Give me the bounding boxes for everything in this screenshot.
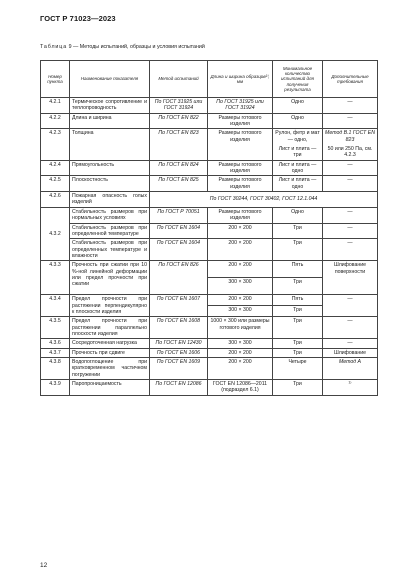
row-size: 200 × 200 [208, 295, 273, 306]
header-cell-count: Минимальное количество испытаний для получения результата [273, 61, 323, 98]
row-number: 4.3.5 [41, 317, 70, 339]
caption-number: 9 [68, 44, 72, 50]
row-count: Одно [273, 98, 323, 114]
row-name: Предел прочности при растяжении параллельно плоскости изделия [70, 317, 150, 339]
row-size: 200 × 200 [208, 223, 273, 239]
row-count: Три [273, 239, 323, 261]
row-count: Три [273, 380, 323, 396]
row-count: Три [273, 223, 323, 239]
row-size: Размеры готового изделия [208, 176, 273, 192]
row-name: Водопоглощение при кратковременном частичном погружении [70, 357, 150, 379]
row-count: Три [273, 339, 323, 348]
row-name: Паропроницаемость [70, 380, 150, 396]
caption-lead: Таблица [40, 44, 68, 50]
row-extra: — [323, 339, 378, 348]
row-name: Толщина [70, 129, 150, 160]
row-size: 1000 × 300 или размеры готового изделия [208, 317, 273, 339]
table-row [41, 113, 378, 129]
row-extra: — [323, 223, 378, 239]
table-row [41, 339, 378, 348]
table-row [41, 261, 378, 278]
row-size: 200 × 200 [208, 348, 273, 357]
row-size: Размеры готового изделия [208, 207, 273, 223]
table-caption [40, 44, 205, 50]
row-extra: Шлифование поверхности [323, 261, 378, 295]
row-method: По ГОСТ Р 70051 [157, 208, 200, 215]
row-count: Три [273, 317, 323, 339]
row-size: 300 × 300 [208, 278, 273, 295]
row-name: Стабильность размеров при определенной температуре [70, 223, 150, 239]
row-number: 4.2.6 [41, 192, 70, 208]
row-size: 200 × 200 [208, 239, 273, 261]
table-row [41, 223, 378, 239]
row-name: Прямоугольность [70, 160, 150, 176]
table-row [41, 348, 378, 357]
row-number: 4.3.8 [41, 357, 70, 379]
row-size: Размеры готового изделия [208, 129, 273, 160]
row-method: По ГОСТ EN 12086 [155, 381, 202, 387]
row-count: Лист и плита — одно [273, 160, 323, 176]
row-method: По ГОСТ EN 823 [158, 130, 199, 137]
table-row [41, 380, 378, 396]
row-number: 4.3.6 [41, 339, 70, 348]
row-count: Лист и плита — одно [273, 176, 323, 192]
row-number: 4.3.4 [41, 295, 70, 317]
row-size: ГОСТ EN 12086—2011 (подраздел 6.1) [208, 380, 273, 396]
table-header-row [41, 61, 378, 98]
row-method: По ГОСТ EN 825 [158, 177, 199, 184]
row-number: 4.3.7 [41, 348, 70, 357]
row-extra: Метод А [338, 358, 362, 365]
row-size: Размеры готового изделия [208, 160, 273, 176]
row-extra: Шлифование [323, 348, 378, 357]
row-count: Четыре [273, 357, 323, 379]
table-row [41, 239, 378, 261]
row-name: Длина и ширина [70, 113, 150, 129]
header-cell-name: Наименование показателя [70, 61, 150, 98]
row-extra-method: Метод В.1 ГОСТ EN 823 [325, 130, 375, 143]
row-method: По ГОСТ EN 1604 [156, 224, 201, 231]
table-row [41, 192, 378, 208]
row-size: 300 × 300 [208, 339, 273, 348]
row-size: 200 × 200 [208, 261, 273, 278]
row-size: Размеры готового изделия [208, 113, 273, 129]
row-method: По ГОСТ EN 12430 [155, 340, 202, 347]
row-extra: — [323, 239, 378, 261]
row-name: Стабильность размеров при нормальных условиях [70, 207, 150, 223]
row-number: 4.2.3 [41, 129, 70, 160]
row-method: По ГОСТ EN 1608 [156, 318, 201, 325]
row-number: 4.3.2 [41, 207, 70, 260]
table-row [41, 207, 378, 223]
row-method: По ГОСТ EN 1609 [156, 358, 201, 365]
row-extra: — [323, 207, 378, 223]
row-number: 4.3.3 [41, 261, 70, 295]
caption-title: — Методы испытаний, образцы и условия испытаний [73, 44, 205, 50]
row-method: По ГОСТ 31925 или ГОСТ 31924 [154, 99, 203, 112]
row-count: Одно [273, 207, 323, 223]
table-row [41, 176, 378, 192]
table-row [41, 129, 378, 160]
row-count: Пять [273, 261, 323, 278]
row-method: По ГОСТ EN 1604 [156, 240, 201, 247]
row-name: Предел прочности при растяжении перпендикулярно к плоскости изделия [70, 295, 150, 317]
row-method: По ГОСТ EN 1606 [156, 349, 201, 356]
row-count-sheet: Лист и плита — три [278, 146, 317, 159]
table-row [41, 357, 378, 379]
row-name: Пожарная опасность голых изделий [70, 192, 150, 208]
row-count-roll: Рулон, фетр и мат — одно, [275, 130, 320, 143]
table-row [41, 317, 378, 339]
row-number: 4.2.5 [41, 176, 70, 192]
row-extra: — [323, 176, 378, 192]
row-count: Одно [273, 113, 323, 129]
row-name: Стабильность размеров при определенных температуре и влажности [70, 239, 150, 261]
row-number: 4.2.4 [41, 160, 70, 176]
row-count: Три [273, 306, 323, 317]
header-cell-extra: Дополнительные требования [323, 61, 378, 98]
header-cell-size: Длина и ширина образцов²⁾, мм [208, 61, 273, 98]
row-number: 4.3.9 [41, 380, 70, 396]
header-cell-number: Номер пункта [41, 61, 70, 98]
row-extra: — [323, 160, 378, 176]
row-count: Пять [273, 295, 323, 306]
row-name: Прочность при сдвиге [70, 348, 150, 357]
row-size: По ГОСТ 31925 или ГОСТ 31924 [216, 99, 264, 112]
row-name: Плоскостность [70, 176, 150, 192]
row-method: По ГОСТ EN 822 [158, 114, 199, 121]
table-row [41, 98, 378, 114]
row-extra: — [323, 317, 378, 339]
row-name: Сосредоточенная нагрузка [70, 339, 150, 348]
row-extra-load: 50 или 250 Па, см. 4.2.3 [327, 146, 373, 159]
row-size: 200 × 200 [208, 357, 273, 379]
row-method-span: По ГОСТ 30244, ГОСТ 30402, ГОСТ 12.1.044 [209, 196, 318, 203]
page-number: 12 [40, 562, 48, 569]
methods-table [40, 60, 378, 396]
header-cell-method: Метод испытаний [150, 61, 208, 98]
table-row [41, 160, 378, 176]
row-method: По ГОСТ EN 1607 [156, 296, 201, 303]
row-number: 4.2.1 [41, 98, 70, 114]
row-number: 4.2.2 [41, 113, 70, 129]
row-name: Прочность при сжатии при 10 %-ной линейной деформации или предел прочности при сжатии [70, 261, 150, 295]
row-name: Термическое сопротивление и теплопроводность [70, 98, 150, 114]
row-extra: ¹⁾ [323, 380, 378, 396]
row-method: По ГОСТ EN 824 [158, 161, 199, 168]
table-row [41, 295, 378, 306]
row-extra: — [323, 295, 378, 317]
row-count: Три [273, 348, 323, 357]
row-count: Три [273, 278, 323, 295]
row-extra: — [323, 113, 378, 129]
row-extra: — [323, 98, 378, 114]
document-header: ГОСТ Р 71023—2023 [40, 14, 116, 23]
row-size: 300 × 300 [208, 306, 273, 317]
row-method: По ГОСТ EN 826 [158, 262, 199, 269]
